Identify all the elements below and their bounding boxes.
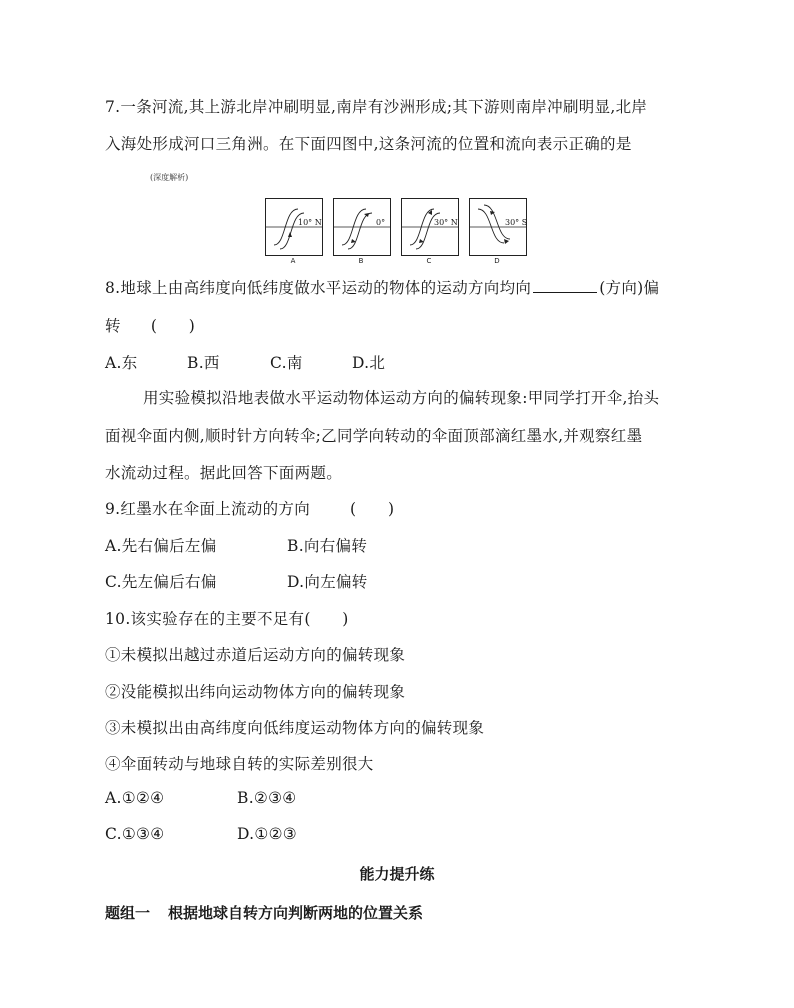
q8-option-d[interactable]: D.北 [352, 354, 386, 372]
q8-answer-paren: ( ) [150, 317, 196, 335]
q9-option-a[interactable]: A.先右偏后左偏 [105, 537, 217, 555]
diagram-a-lat: 10° N [298, 218, 322, 227]
diagram-b-label: B [358, 257, 364, 265]
q9-option-b[interactable]: B.向右偏转 [287, 537, 368, 555]
q9-stem [105, 497, 394, 519]
diagram-a-label: A [290, 257, 296, 265]
q7-stem-line1: 7.一条河流,其上游北岸冲刷明显,南岸有沙洲形成;其下游则南岸冲刷明显,北岸 [105, 98, 648, 116]
river-diagram-a [265, 198, 323, 256]
q10-options-row2 [105, 825, 297, 843]
passage-line2: 面视伞面内侧,顺时针方向转伞;乙同学向转动的伞面顶部滴红墨水,并观察红墨 [105, 427, 643, 445]
q9-options-row1 [105, 534, 368, 556]
group-heading: 根据地球自转方向判断两地的位置关系 [168, 904, 424, 922]
q9-option-c[interactable]: C.先左偏后右偏 [105, 573, 217, 591]
group-label: 题组一 [105, 904, 151, 922]
diagram-b-lat: 0° [376, 218, 386, 227]
q7-stem-line2: 入海处形成河口三角洲。在下面四图中,这条河流的位置和流向表示正确的是 [105, 135, 632, 153]
q10-item-4: ④伞面转动与地球自转的实际差别很大 [105, 755, 374, 773]
section-title: 能力提升练 [359, 865, 435, 883]
q7-note: (深度解析) [150, 173, 189, 182]
q10-option-a[interactable]: A.①②④ [105, 789, 165, 807]
q8-option-c[interactable]: C.南 [270, 354, 303, 372]
diagram-d-label: D [494, 257, 500, 265]
q10-item-2: ②没能模拟出纬向运动物体方向的偏转现象 [105, 683, 406, 701]
q10-item-3: ③未模拟出由高纬度向低纬度运动物体方向的偏转现象 [105, 719, 485, 737]
group-title [105, 902, 423, 923]
q10-option-b[interactable]: B.②③④ [237, 789, 297, 807]
q10-item-1: ①未模拟出越过赤道后运动方向的偏转现象 [105, 646, 406, 664]
passage-line1: 用实验模拟沿地表做水平运动物体运动方向的偏转现象:甲同学打开伞,抬头 [143, 389, 660, 407]
q8-stem-line2 [105, 314, 195, 336]
diagram-c-label: C [426, 257, 432, 265]
q8-option-a[interactable]: A.东 [105, 354, 138, 372]
q10-options-row1 [105, 789, 297, 807]
q8-option-b[interactable]: B.西 [187, 354, 220, 372]
q10-stem [105, 607, 349, 629]
river-diagram-b [333, 198, 391, 256]
q8-stem-line1 [105, 276, 659, 298]
q9-option-d[interactable]: D.向左偏转 [287, 573, 368, 591]
q8-answer-blank[interactable] [533, 278, 597, 293]
q9-options-row2 [105, 570, 368, 592]
river-diagram-c [401, 198, 459, 256]
q10-option-d[interactable]: D.①②③ [237, 825, 297, 843]
q8-stem-part2: (方向)偏 [599, 279, 660, 297]
q10-stem-text: 10.该实验存在的主要不足有 [105, 610, 305, 628]
passage-line3: 水流动过程。据此回答下面两题。 [105, 464, 343, 482]
q10-answer-paren: ( ) [304, 610, 349, 628]
river-diagram-d [469, 198, 527, 256]
q8-stem-part1: 8.地球上由高纬度向低纬度做水平运动的物体的运动方向均向 [105, 279, 532, 297]
q10-option-c[interactable]: C.①③④ [105, 825, 165, 843]
q9-answer-paren: ( ) [350, 500, 395, 518]
q8-stem-line2-text: 转 [105, 317, 121, 335]
q8-options [105, 351, 386, 373]
q9-stem-text: 9.红墨水在伞面上流动的方向 [105, 500, 310, 518]
diagram-c-lat: 30° N [434, 218, 458, 227]
diagram-d-lat: 30° S [505, 218, 528, 227]
